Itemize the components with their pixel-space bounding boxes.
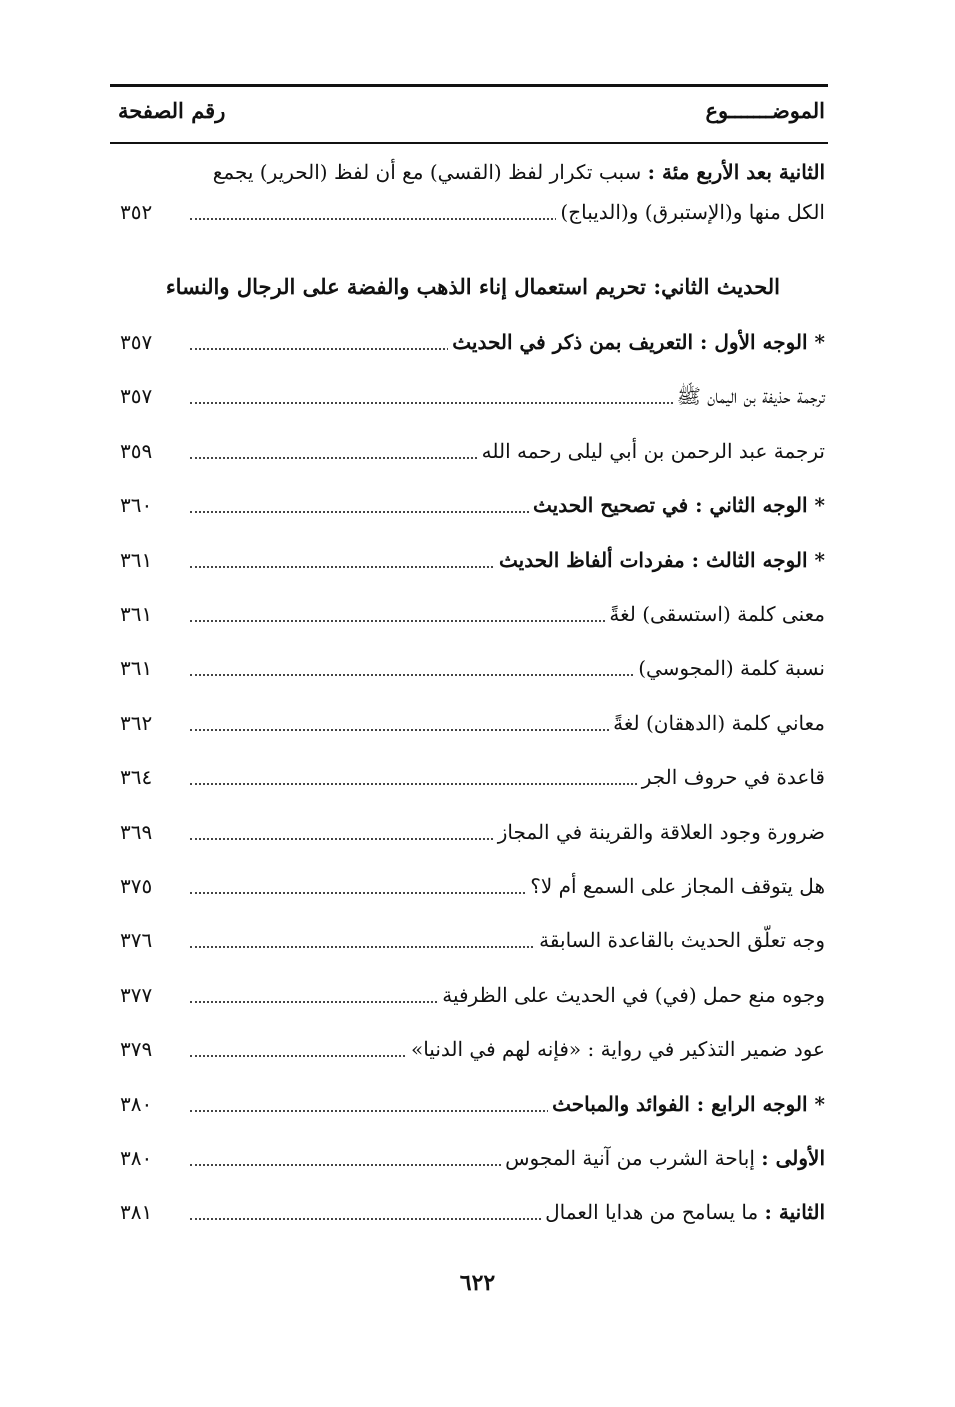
- entry-page-number: ٣٦٤: [120, 765, 153, 789]
- toc-entry[interactable]: [0, 812, 955, 852]
- toc-entry[interactable]: [0, 703, 955, 743]
- toc-entry-first-line1: [213, 152, 825, 192]
- toc-entry[interactable]: [0, 757, 955, 797]
- entry-page-number: ٣٦١: [120, 548, 153, 572]
- entry-page-number: ٣٦٢: [120, 711, 153, 735]
- entry-text: [541, 1192, 825, 1232]
- entry-text: قاعدة في حروف الجر: [638, 757, 825, 797]
- toc-entry[interactable]: [0, 540, 955, 580]
- toc-entry[interactable]: [0, 322, 955, 362]
- toc-entry[interactable]: [0, 485, 955, 525]
- entry-text: وجه تعلّق الحديث بالقاعدة السابقة: [535, 920, 825, 960]
- entry-page-number: ٣٨٠: [120, 1092, 153, 1116]
- toc-entry[interactable]: [0, 648, 955, 688]
- entry-text: * الوجه الأول : التعريف بمن ذكر في الحديث: [448, 322, 825, 362]
- entry-page-number: ٣٨٠: [120, 1146, 153, 1170]
- toc-entry[interactable]: [0, 376, 955, 416]
- entry-page-number: ٣٦١: [120, 602, 153, 626]
- topic-column-header: الموضـــــــوع: [705, 98, 825, 123]
- entry-page-number: ٣٥٧: [120, 384, 153, 408]
- toc-entry[interactable]: [0, 431, 955, 471]
- entry-text: معاني كلمة (الدهقان) لغةً: [609, 703, 825, 743]
- entry-page-number: ٣٧٥: [120, 874, 153, 898]
- entry-title: إباحة الشرب من آنية المجوس: [505, 1146, 762, 1170]
- entry-text: سبب تكرار لفظ (القسي) مع أن لفظ (الحرير) يجمع: [212, 160, 648, 184]
- entry-lead: الثانية :: [764, 1200, 825, 1224]
- entry-text: هل يتوقف المجاز على السمع أم لا؟: [526, 866, 825, 906]
- entry-page-number: ٣٥٧: [120, 330, 153, 354]
- entry-text: * الوجه الرابع : الفوائد والمباحث: [548, 1084, 825, 1124]
- entry-page-number: ٣٨١: [120, 1200, 153, 1224]
- entry-text: ضرورة وجود العلاقة والقرينة في المجاز: [494, 812, 825, 852]
- toc-entry-first-line2[interactable]: [0, 192, 955, 232]
- entry-page-number: ٣٧٧: [120, 983, 153, 1007]
- toc-entry[interactable]: [0, 1084, 955, 1124]
- section-heading: الحديث الثاني: تحريم استعمال إناء الذهب والفضة على الرجال والنساء: [165, 274, 780, 299]
- page-number-footer: ٦٢٢: [459, 1270, 496, 1296]
- entry-page-number: ٣٧٦: [120, 928, 153, 952]
- entry-text: وجوه منع حمل (في) في الحديث على الظرفية: [438, 975, 825, 1015]
- entry-text: * الوجه الثالث : مفردات ألفاظ الحديث: [495, 540, 825, 580]
- entry-page-number: ٣٧٩: [120, 1037, 153, 1061]
- entry-text: الكل منها و(الإستبرق) و(الديباج): [556, 192, 825, 232]
- entry-text: * الوجه الثاني : في تصحيح الحديث: [529, 485, 825, 525]
- toc-entry[interactable]: [0, 1029, 955, 1069]
- top-rule: [110, 84, 828, 87]
- entry-lead: الأولى :: [761, 1146, 825, 1170]
- entry-title: ما يسامح من هدايا العمال: [545, 1200, 765, 1224]
- toc-entry[interactable]: [0, 920, 955, 960]
- entry-lead: الثانية بعد الأربع مئة :: [647, 160, 825, 184]
- page-column-header: رقم الصفحة: [118, 98, 226, 123]
- entry-page-number: ٣٥٩: [120, 439, 153, 463]
- entry-text: ترجمة عبد الرحمن بن أبي ليلى رحمه الله: [478, 431, 825, 471]
- toc-entry[interactable]: [0, 975, 955, 1015]
- entry-page-number: ٣٦٠: [120, 493, 153, 517]
- entry-text: عود ضمير التذكير في رواية : «فإنه لهم في الدنيا»: [407, 1029, 825, 1069]
- header-rule: [110, 142, 828, 144]
- entry-page-number: ٣٥٢: [120, 200, 153, 224]
- toc-entry[interactable]: [0, 866, 955, 906]
- entry-text: ترجمة حذيفة بن اليمان ﷺ: [673, 376, 825, 416]
- entry-text: معنى كلمة (استسقى) لغةً: [605, 594, 825, 634]
- entry-page-number: ٣٦٩: [120, 820, 153, 844]
- entry-text: نسبة كلمة (المجوسي): [634, 648, 825, 688]
- toc-entry[interactable]: [0, 594, 955, 634]
- entry-page-number: ٣٦١: [120, 656, 153, 680]
- toc-entry[interactable]: [0, 1138, 955, 1178]
- toc-entry[interactable]: [0, 1192, 955, 1232]
- entry-text: [501, 1138, 825, 1178]
